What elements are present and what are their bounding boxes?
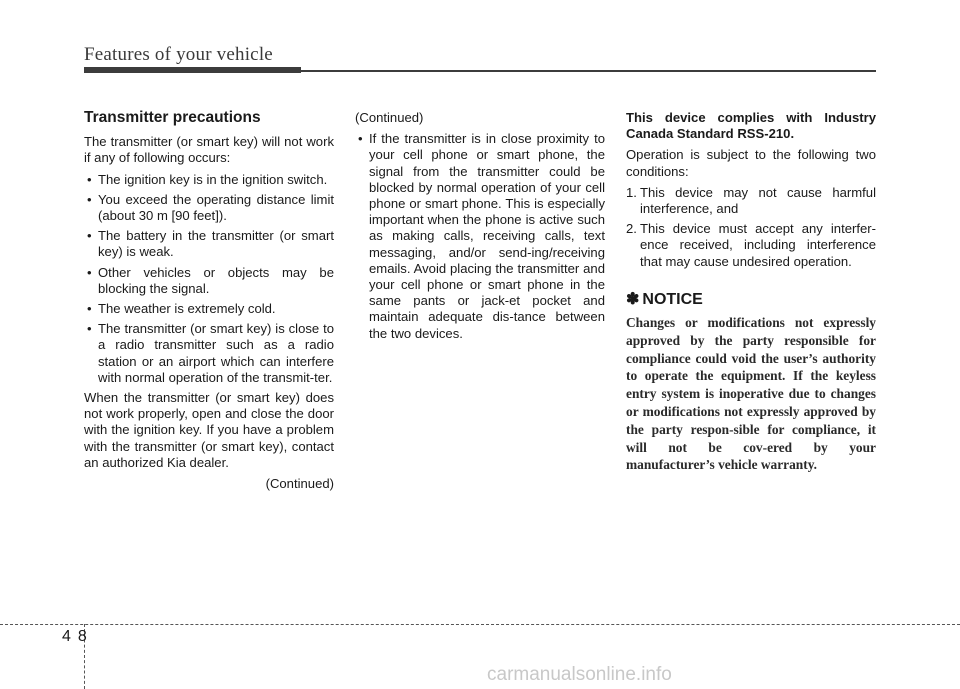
page-number: 48 [62, 628, 94, 645]
column-middle [355, 110, 605, 346]
list-text: This device may not cause harmful interference, and [640, 184, 876, 217]
compliance-statement: This device complies with Industry Canada Standard RSS-210. [626, 110, 876, 142]
list-item [626, 185, 876, 217]
footer-rule [0, 624, 960, 625]
operation-statement: Operation is subject to the following two conditions: [626, 147, 876, 179]
conditions-list [626, 185, 876, 270]
phone-list [355, 131, 605, 342]
watermark: carmanualsonline.info [487, 664, 672, 685]
list-text: This device must accept any interfer-ence received, including interference that may cause undesired operation. [640, 221, 876, 269]
list-item: • Other vehicles or objects may be blocking the signal. [84, 265, 334, 297]
notice-heading [626, 292, 876, 308]
list-item: • The transmitter (or smart key) is close to a radio transmitter such as a radio station or an airport which can interfere with normal operation of the transmit-ter. [84, 321, 334, 386]
list-item: • You exceed the operating distance limit (about 30 m [90 feet]). [84, 192, 334, 224]
notice-title: NOTICE [642, 290, 703, 308]
continued-label: (Continued) [265, 476, 334, 492]
list-number: 2. [626, 221, 637, 237]
list-number: 1. [626, 184, 637, 200]
notice-body: Changes or modifications not expressly approved by the party responsible for compliance could void the user’s authority to operate the equipment. If the keyless entry system is inoperative due to changes or modifications not expressly approved by the party respon-sible for compliance, it will not be cov-ered by your manufacturer’s vehicle warranty. [626, 315, 876, 473]
dealer-paragraph: When the transmitter (or smart key) does not work properly, open and close the door with the ignition key. If you have a problem with the transmitter (or smart key), contact an authorized Kia dealer. [84, 390, 334, 470]
list-item: • The weather is extremely cold. [84, 301, 334, 317]
list-item [626, 221, 876, 270]
header-rule-thick [84, 67, 301, 73]
column-left [84, 110, 334, 497]
page-header-title: Features of your vehicle [84, 44, 273, 65]
header-rule-thin [301, 70, 876, 72]
section-heading: Transmitter precautions [84, 109, 261, 126]
list-item: • The battery in the transmitter (or smart key) is weak. [84, 228, 334, 260]
continued-label: (Continued) [355, 110, 424, 125]
list-item: • If the transmitter is in close proximity to your cell phone or smart phone, the signal from the transmitter could be blocked by normal operation of your cell phone or smart phone. This is especially important when the phone is active such as making calls, receiving calls, text messaging, and/or send-ing/receiving emails. Avoid placing the transmitter and your cell phone or smart phone in the same pants or jack-et pocket and maintain adequate dis-tance between the two devices. [355, 131, 605, 342]
notice-star-icon: ✽ [626, 290, 640, 308]
column-right [626, 110, 876, 474]
list-item: • The ignition key is in the ignition switch. [84, 172, 334, 188]
intro-paragraph: The transmitter (or smart key) will not work if any of following occurs: [84, 134, 334, 166]
precaution-list [84, 172, 334, 386]
